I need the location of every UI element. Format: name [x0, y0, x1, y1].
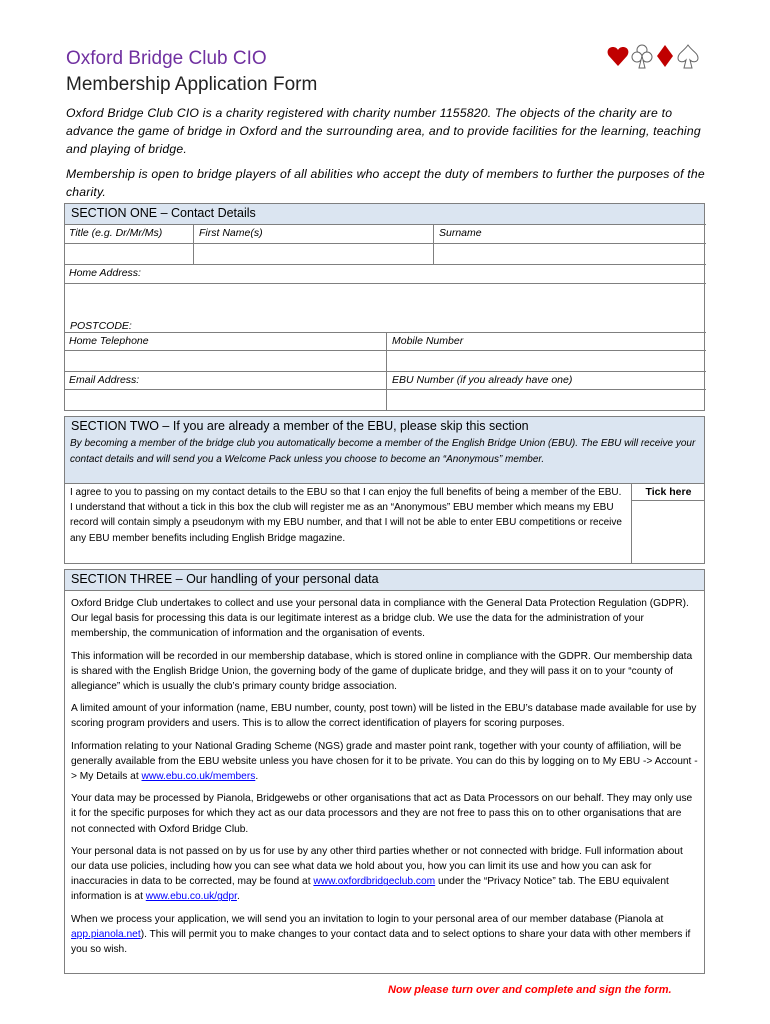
surname-field[interactable]	[433, 243, 706, 265]
home-telephone-label: Home Telephone	[64, 332, 387, 351]
section-three	[64, 569, 705, 974]
third-parties-paragraph: Your personal data is not passed on by us for use by any other third parties whether or not connected with bridge. Full information about our data use policies, including how you can see what data we hold about you, how you can limit its use and how you can ask for inaccuracies in data to be corrected, may be found at www.oxfordbridgeclub.com under the “Privacy Notice” tab. The EBU equivalent information is at www.ebu.co.uk/gdpr.	[71, 845, 683, 903]
ngs-paragraph: Information relating to your National Grading Scheme (NGS) grade and master point rank, together with your county of affiliation, will be generally available from the EBU website unless you have chosen for it to be private. You can do this by logging on to My EBU -> Account -> My Details at www.ebu.co.uk/members.	[71, 740, 698, 783]
home-address-field[interactable]	[64, 283, 706, 338]
section-one-heading: SECTION ONE – Contact Details	[65, 204, 704, 225]
club-website-link[interactable]: www.oxfordbridgeclub.com	[313, 876, 436, 888]
gdpr-paragraph: Oxford Bridge Club undertakes to collect and use your personal data in compliance with the General Data Protection Regulation (GDPR). Our legal basis for processing this data is our legitimate interest as a bridge club. We use the data for the administration of your membership, the communication of information and the organisation of events.	[71, 598, 689, 640]
email-address-label: Email Address:	[64, 371, 387, 390]
title-field[interactable]	[64, 243, 194, 265]
processors-paragraph: Your data may be processed by Pianola, Bridgewebs or other organisations that act as Data Processors on our behalf. They may only use it for the specific purposes for which they act as our data processors and they are not free to pass this on to other organisations that are not connected with Oxford Bridge Club.	[71, 793, 693, 835]
tick-here-label: Tick here	[632, 484, 705, 501]
card-suits-logo	[606, 42, 704, 70]
home-telephone-field[interactable]	[64, 350, 387, 372]
pianola-paragraph: When we process your application, we will send you an invitation to login to your personal area of our member database (Pianola at app.pianola.net). This will permit you to make changes to your contact data and to select options to share your data with other members if you so wish.	[71, 913, 691, 956]
tick-box[interactable]	[631, 484, 705, 564]
database-paragraph: This information will be recorded in our membership database, which is stored online in compliance with the GDPR. Our membership data is shared with the English Bridge Union, the governing body of the game of duplicate bridge, and they will pass it on to your “county of allegiance” which is usually the club’s primary county bridge association.	[71, 650, 693, 693]
org-name: Oxford Bridge Club CIO	[66, 48, 267, 69]
mobile-number-label: Mobile Number	[386, 332, 706, 351]
club-icon	[632, 45, 652, 68]
section-three-heading: SECTION THREE – Our handling of your personal data	[65, 570, 704, 591]
title-label: Title (e.g. Dr/Mr/Ms)	[64, 224, 194, 244]
first-name-field[interactable]	[193, 243, 434, 265]
diamond-icon	[657, 45, 673, 67]
ebu-listing-paragraph: A limited amount of your information (name, EBU number, county, post town) will be listed in the EBU’s database made available for use by scoring program providers and users. This is to allow the correct identification of players for scoring purposes.	[71, 703, 697, 730]
mobile-number-field[interactable]	[386, 350, 706, 372]
first-name-label: First Name(s)	[193, 224, 434, 244]
ebu-number-label: EBU Number (if you already have one)	[386, 371, 706, 390]
home-address-label: Home Address:	[64, 264, 706, 284]
form-title: Membership Application Form	[66, 74, 318, 95]
membership-paragraph: Membership is open to bridge players of all abilities who accept the duty of members to further the purposes of the charity.	[66, 167, 705, 199]
ebu-members-link[interactable]: www.ebu.co.uk/members	[141, 771, 256, 783]
section-two	[64, 416, 705, 564]
intro-paragraph: Oxford Bridge Club CIO is a charity registered with charity number 1155820. The objects of the charity are to advance the game of bridge in Oxford and the surrounding area, and to provide facilities for the learning, teaching and playing of bridge.	[66, 106, 701, 156]
spade-icon	[678, 45, 698, 68]
email-address-field[interactable]	[64, 389, 387, 411]
postcode-label: POSTCODE:	[70, 320, 132, 332]
turn-over-note: Now please turn over and complete and sign the form.	[388, 984, 672, 996]
section-one	[64, 203, 705, 411]
ebu-agreement-text: I agree to you to passing on my contact details to the EBU so that I can enjoy the full benefits of being a member of the EBU. I understand that without a tick in this box the club will register me as an “Anonymous” EBU member which means my EBU record will contain simply a pseudonym with my EBU number, and that I will not be able to enter EBU competitions or receive any EBU member benefits including English Bridge magazine.	[70, 487, 622, 544]
section-two-heading: SECTION TWO – If you are already a member of the EBU, please skip this section	[65, 417, 704, 437]
surname-label: Surname	[433, 224, 706, 244]
data-handling-text	[65, 591, 704, 969]
ebu-number-field[interactable]	[386, 389, 706, 411]
ebu-info: By becoming a member of the bridge club you automatically become a member of the English Bridge Union (EBU). The EBU will receive your contact details and will send you a Welcome Pack unless you choose to become an “Anonymous” member.	[65, 436, 704, 484]
ebu-gdpr-link[interactable]: www.ebu.co.uk/gdpr	[145, 891, 237, 903]
pianola-link[interactable]: app.pianola.net	[71, 928, 141, 940]
heart-icon	[608, 47, 629, 66]
